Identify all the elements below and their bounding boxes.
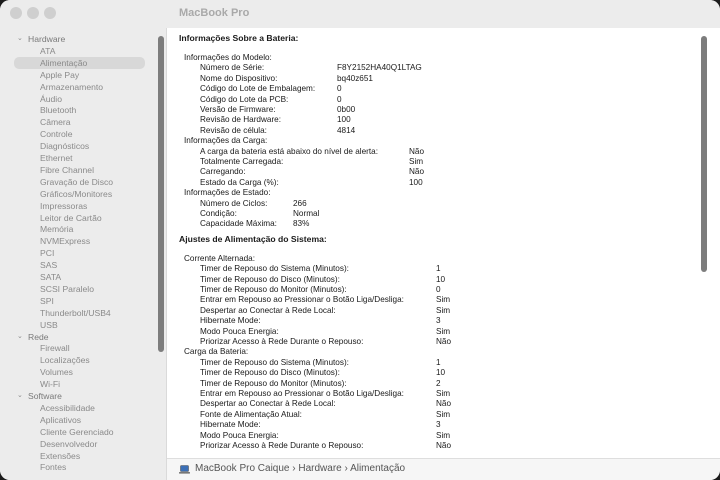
property-value: 10 — [436, 274, 446, 284]
property-label: Número de Série: — [200, 63, 265, 73]
property-value: 3 — [436, 316, 441, 326]
property-value: Sim — [436, 295, 451, 305]
close-window-button[interactable] — [10, 7, 22, 19]
path-text: MacBook Pro Caique › Hardware › Alimentação — [195, 463, 406, 474]
property-value: Sim — [436, 389, 451, 398]
property-value: F8Y2152HA40Q1LTAG — [337, 63, 422, 73]
property-label: Timer de Repouso do Sistema (Minutos): — [200, 357, 349, 367]
property-label: Fonte de Alimentação Atual: — [200, 409, 302, 419]
property-label: Despertar ao Conectar à Rede Local: — [200, 399, 336, 409]
group-label: Carga da Bateria: — [184, 347, 249, 357]
sidebar-item-34[interactable]: Desenvolvedor — [40, 438, 98, 449]
report-content — [167, 28, 720, 458]
sidebar-item-14[interactable]: Impressoras — [40, 200, 88, 211]
property-label: Versão de Firmware: — [200, 105, 276, 114]
property-label: Timer de Repouso do Sistema (Minutos): — [200, 264, 349, 274]
property-label: Timer de Repouso do Disco (Minutos): — [200, 274, 340, 284]
zoom-window-button[interactable] — [44, 7, 56, 19]
property-label: Hibernate Mode: — [200, 420, 261, 430]
property-label: Totalmente Carregada: — [200, 157, 284, 166]
sidebar-item-20[interactable]: SATA — [40, 272, 62, 282]
property-value: 100 — [337, 115, 351, 125]
sidebar-item-22[interactable]: SPI — [40, 295, 54, 306]
path-bar — [167, 458, 720, 480]
sidebar-item-5[interactable]: Áudio — [40, 93, 62, 104]
group-label: Informações da Carga: — [184, 136, 268, 146]
property-value: 0 — [436, 285, 441, 294]
disclosure-chevron-icon[interactable]: ⌄ — [17, 332, 23, 340]
property-value: Sim — [436, 305, 451, 315]
sidebar-item-17[interactable]: NVMExpress — [40, 236, 91, 247]
window-title: MacBook Pro — [179, 7, 250, 19]
sidebar-item-16[interactable]: Memória — [40, 224, 74, 235]
sidebar-item-18[interactable]: PCI — [40, 248, 55, 259]
property-label: Revisão de Hardware: — [200, 115, 282, 125]
property-value: Não — [436, 399, 452, 409]
group-label: Informações do Modelo: — [184, 53, 272, 62]
property-value: Não — [436, 337, 452, 346]
sidebar-item-32[interactable]: Aplicativos — [40, 414, 82, 425]
sidebar-item-27[interactable]: Localizações — [40, 355, 90, 366]
group-label: Informações de Estado: — [184, 188, 271, 198]
sidebar-scrollbar[interactable] — [158, 36, 164, 352]
sidebar-item-11[interactable]: Fibre Channel — [40, 164, 94, 175]
property-label: Priorizar Acesso à Rede Durante o Repouso: — [200, 337, 364, 346]
property-label: A carga da bateria está abaixo do nível de alerta: — [200, 146, 378, 156]
property-label: Nome do Dispositivo: — [200, 73, 278, 83]
section-heading: Ajustes de Alimentação do Sistema: — [179, 233, 327, 244]
sidebar-item-6[interactable]: Bluetooth — [40, 105, 77, 116]
property-value: Sim — [436, 409, 451, 419]
sidebar-item-9[interactable]: Diagnósticos — [40, 141, 90, 152]
property-value: 0 — [337, 84, 342, 94]
titlebar — [0, 0, 720, 28]
property-label: Timer de Repouso do Disco (Minutos): — [200, 368, 340, 378]
sidebar-item-1[interactable]: ATA — [40, 45, 56, 56]
sidebar-item-2[interactable]: Alimentação — [40, 57, 88, 68]
property-value: 1 — [436, 264, 441, 274]
disclosure-chevron-icon[interactable]: ⌄ — [17, 392, 23, 399]
sidebar — [0, 28, 167, 480]
property-label: Timer de Repouso do Monitor (Minutos): — [200, 285, 347, 294]
sidebar-category-0[interactable]: Hardware — [28, 34, 66, 44]
property-label: Revisão de célula: — [200, 125, 267, 135]
property-label: Condição: — [200, 209, 237, 218]
sidebar-item-15[interactable]: Leitor de Cartão — [40, 212, 102, 223]
sidebar-item-35[interactable]: Extensões — [40, 450, 81, 461]
sidebar-item-4[interactable]: Armazenamento — [40, 81, 104, 92]
property-value: Normal — [293, 209, 320, 218]
property-value: 10 — [436, 368, 446, 378]
property-label: Estado da Carga (%): — [200, 177, 279, 187]
sidebar-item-10[interactable]: Ethernet — [40, 153, 73, 163]
property-value: 266 — [293, 198, 307, 208]
property-label: Capacidade Máxima: — [200, 219, 277, 229]
minimize-window-button[interactable] — [27, 7, 39, 19]
property-value: 3 — [436, 420, 441, 430]
section-heading: Informações Sobre a Bateria: — [179, 33, 299, 43]
sidebar-item-26[interactable]: Firewall — [40, 343, 70, 354]
property-label: Número de Ciclos: — [200, 198, 268, 208]
property-value: Sim — [409, 157, 424, 166]
sidebar-item-23[interactable]: Thunderbolt/USB4 — [40, 307, 111, 318]
sidebar-item-28[interactable]: Volumes — [40, 367, 73, 378]
content-scrollbar[interactable] — [701, 36, 707, 272]
sidebar-item-13[interactable]: Gráficos/Monitores — [40, 188, 113, 199]
property-value: 4814 — [337, 125, 356, 135]
sidebar-item-7[interactable]: Câmera — [40, 117, 71, 128]
property-value: 0b00 — [337, 105, 356, 114]
property-value: 2 — [436, 378, 441, 388]
property-label: Despertar ao Conectar à Rede Local: — [200, 305, 336, 315]
property-label: Entrar em Repouso ao Pressionar o Botão Liga/Desliga: — [200, 295, 404, 305]
sidebar-item-33[interactable]: Cliente Gerenciado — [40, 426, 114, 437]
property-label: Modo Pouca Energia: — [200, 430, 279, 440]
sidebar-category-30[interactable]: Software — [28, 391, 62, 401]
property-label: Entrar em Repouso ao Pressionar o Botão Liga/Desliga: — [200, 389, 404, 398]
property-label: Timer de Repouso do Monitor (Minutos): — [200, 378, 347, 388]
property-value: bq40z651 — [337, 73, 373, 83]
sidebar-item-29[interactable]: Wi-Fi — [40, 379, 61, 390]
sidebar-item-21[interactable]: SCSI Paralelo — [40, 283, 94, 294]
property-value: Não — [409, 167, 425, 177]
property-value: 1 — [436, 357, 441, 367]
disclosure-chevron-icon[interactable]: ⌄ — [17, 35, 23, 42]
group-label: Corrente Alternada: — [184, 253, 256, 263]
property-value: Não — [436, 441, 452, 450]
property-value: 0 — [337, 94, 342, 104]
laptop-icon — [179, 465, 190, 474]
property-value: Sim — [436, 430, 451, 440]
property-value: 100 — [409, 177, 423, 187]
sidebar-item-31[interactable]: Acessibilidade — [40, 402, 95, 413]
property-label: Código do Lote de Embalagem: — [200, 84, 316, 94]
sidebar-item-3[interactable]: Apple Pay — [40, 69, 80, 80]
sidebar-item-12[interactable]: Gravação de Disco — [40, 176, 114, 187]
property-label: Código do Lote da PCB: — [200, 94, 289, 104]
sidebar-item-19[interactable]: SAS — [40, 260, 58, 271]
sidebar-item-8[interactable]: Controle — [40, 129, 73, 140]
property-label: Carregando: — [200, 167, 246, 177]
property-label: Modo Pouca Energia: — [200, 326, 279, 336]
sidebar-category-25[interactable]: Rede — [28, 331, 49, 342]
sidebar-item-36[interactable]: Fontes — [40, 462, 67, 473]
property-label: Priorizar Acesso à Rede Durante o Repouso: — [200, 441, 364, 450]
property-value: 83% — [293, 219, 310, 229]
sidebar-item-24[interactable]: USB — [40, 319, 58, 330]
property-value: Sim — [436, 326, 451, 336]
property-value: Não — [409, 146, 425, 156]
property-label: Hibernate Mode: — [200, 316, 261, 326]
